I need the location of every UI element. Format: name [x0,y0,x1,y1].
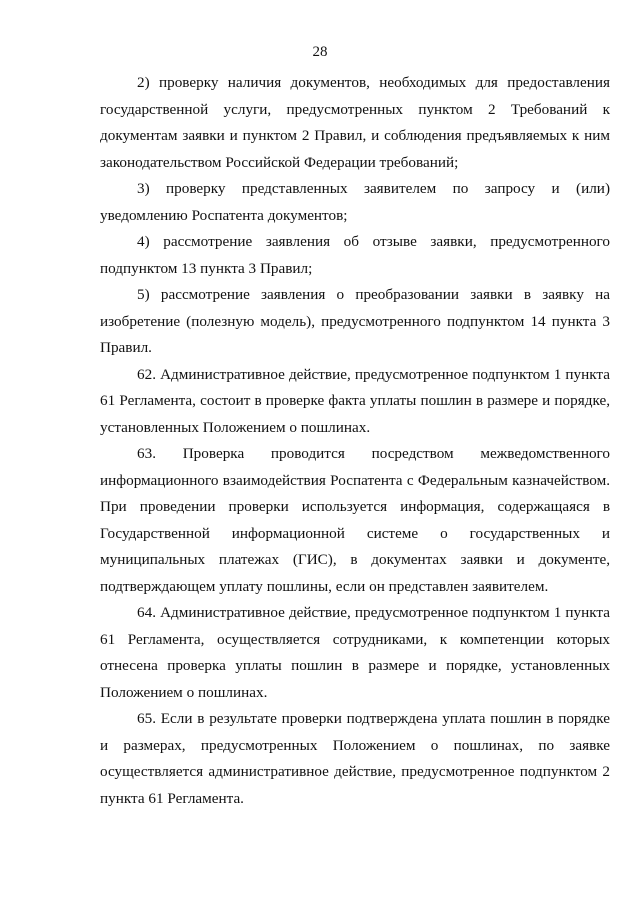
paragraph-item-2: 2) проверку наличия документов, необходимых для предоставления государственной услуги, предусмотренных пунктом 2 Требований к документам заявки и пунктом 2 Правил, и соблюдения предъявляемых к ним законодательством Российской Федерации требований; [100,74,610,171]
paragraph-63: 63. Проверка проводится посредством межведомственного информационного взаимодействия Роспатента с Федеральным казначейством. При проведении проверки используется информация, содержащаяся в Государственной информационной системе о государственных и муниципальных платежах (ГИС), в документах заявки и документе, подтверждающем уплату пошлины, если он представлен заявителем. [100,445,610,595]
paragraph-item-4: 4) рассмотрение заявления об отзыве заявки, предусмотренного подпунктом 13 пункта 3 Правил; [100,233,610,277]
paragraph-64: 64. Административное действие, предусмотренное подпунктом 1 пункта 61 Регламента, осуществляется сотрудниками, к компетенции которых отнесена проверка уплаты пошлин в размере и порядке, установленных Положением о пошлинах. [100,604,610,701]
paragraph-65: 65. Если в результате проверки подтверждена уплата пошлин в порядке и размерах, предусмотренных Положением о пошлинах, по заявке осуществляется административное действие, предусмотренное подпунктом 2 пункта 61 Регламента. [100,710,610,807]
paragraph-item-3: 3) проверку представленных заявителем по запросу и (или) уведомлению Роспатента документов; [100,180,610,224]
paragraph-62: 62. Административное действие, предусмотренное подпунктом 1 пункта 61 Регламента, состоит в проверке факта уплаты пошлин в размере и порядке, установленных Положением о пошлинах. [100,365,610,436]
paragraph-item-5: 5) рассмотрение заявления о преобразовании заявки в заявку на изобретение (полезную модель), предусмотренного подпунктом 14 пункта 3 Правил. [100,286,610,356]
document-body [100,70,610,812]
page-number: 28 [312,44,328,60]
